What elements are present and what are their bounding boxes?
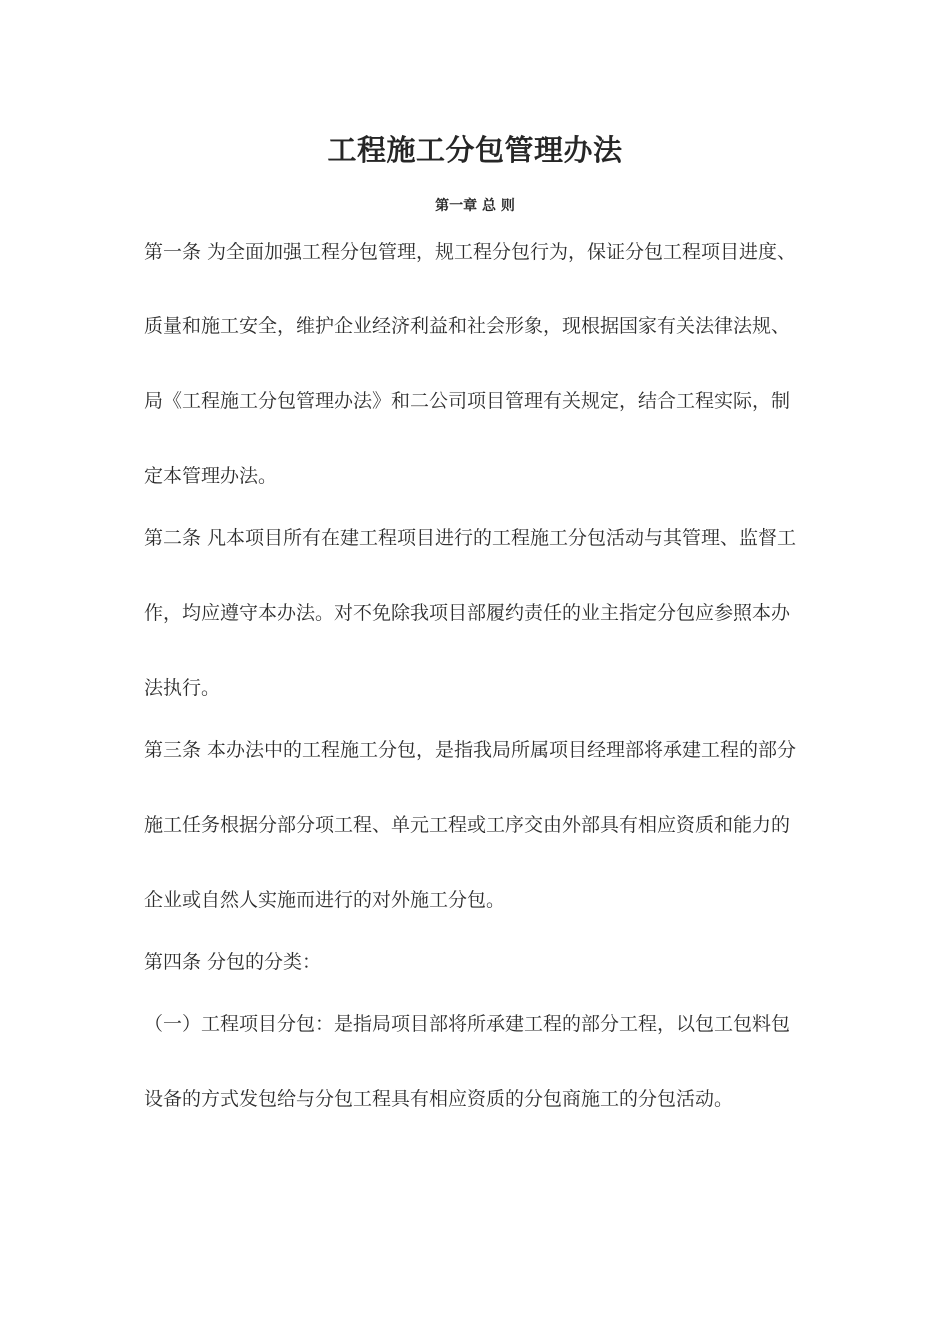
chapter-heading: 第一章 总 则	[435, 198, 515, 214]
article-1-line-4: 定本管理办法。	[144, 465, 278, 487]
document-title: 工程施工分包管理办法	[327, 133, 623, 167]
article-3-line-3: 企业或自然人实施而进行的对外施工分包。	[144, 889, 506, 911]
article-1-line-1: 第一条 为全面加强工程分包管理，规工程分包行为，保证分包工程项目进度、	[144, 241, 797, 263]
article-3-line-2: 施工任务根据分部分项工程、单元工程或工序交由外部具有相应资质和能力的	[144, 814, 791, 836]
article-4-line-1: 第四条 分包的分类：	[144, 951, 322, 973]
article-1-line-2: 质量和施工安全，维护企业经济利益和社会形象，现根据国家有关法律法规、	[144, 315, 791, 337]
article-4-item-1-line-2: 设备的方式发包给与分包工程具有相应资质的分包商施工的分包活动。	[144, 1088, 734, 1110]
article-2-line-1: 第二条 凡本项目所有在建工程项目进行的工程施工分包活动与其管理、监督工	[144, 527, 797, 549]
article-3-line-1: 第三条 本办法中的工程施工分包，是指我局所属项目经理部将承建工程的部分	[144, 739, 797, 761]
article-2-line-3: 法执行。	[144, 677, 221, 699]
article-4-item-1-line-1: （一）工程项目分包：是指局项目部将所承建工程的部分工程，以包工包料包	[144, 1013, 791, 1035]
article-1-line-3: 局《工程施工分包管理办法》和二公司项目管理有关规定，结合工程实际，制	[144, 390, 791, 412]
article-2-line-2: 作，均应遵守本办法。对不免除我项目部履约责任的业主指定分包应参照本办	[144, 602, 791, 624]
